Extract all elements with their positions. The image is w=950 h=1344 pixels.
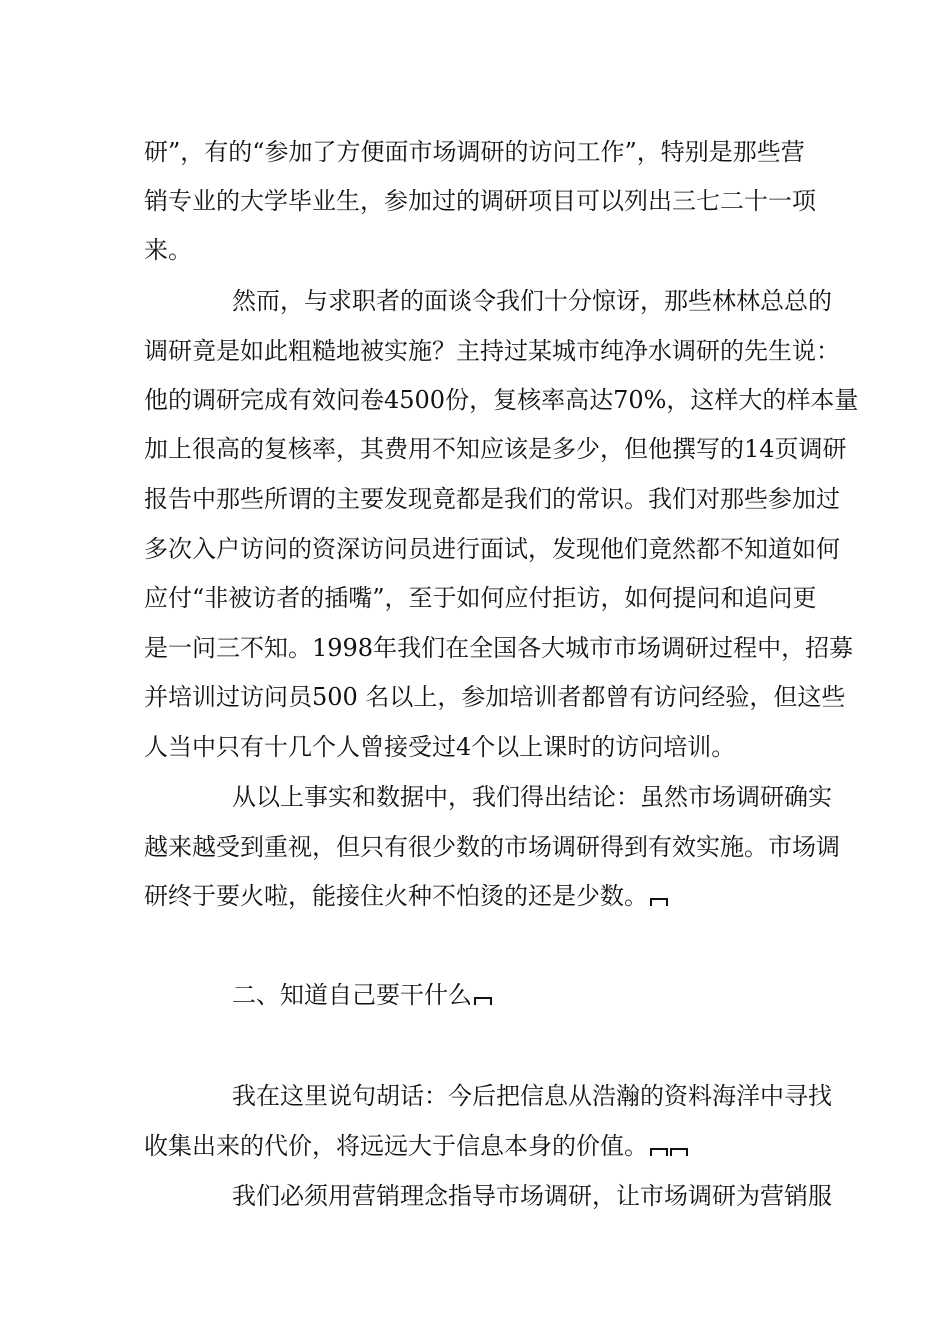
text-line bbox=[144, 1130, 688, 1162]
text-line: 加上很高的复核率，其费用不知应该是多少，但他撰写的14页调研 bbox=[144, 435, 847, 463]
paragraph-mark-icon bbox=[650, 898, 668, 906]
text-line: 我在这里说句胡话：今后把信息从浩瀚的资料海洋中寻找 bbox=[232, 1082, 832, 1110]
text-line: 调研竟是如此粗糙地被实施？主持过某城市纯净水调研的先生说： bbox=[144, 337, 840, 365]
text-line: 报告中那些所谓的主要发现竟都是我们的常识。我们对那些参加过 bbox=[144, 485, 840, 513]
text-line: 销专业的大学毕业生，参加过的调研项目可以列出三七二十一项 bbox=[144, 187, 816, 215]
paragraph-mark-icon bbox=[650, 1148, 668, 1156]
paragraph-mark-icon bbox=[670, 1148, 688, 1156]
text-line: 来。 bbox=[144, 236, 192, 264]
text-line: 并培训过访问员500 名以上，参加培训者都曾有访问经验，但这些 bbox=[144, 683, 846, 711]
text-line: 人当中只有十几个人曾接受过4个以上课时的访问培训。 bbox=[144, 733, 736, 761]
text-line: 从以上事实和数据中，我们得出结论：虽然市场调研确实 bbox=[232, 783, 832, 811]
text-line: 是一问三不知。1998年我们在全国各大城市市场调研过程中，招募 bbox=[144, 634, 854, 662]
text-line: 多次入户访问的资深访问员进行面试，发现他们竟然都不知道如何 bbox=[144, 535, 840, 563]
paragraph-mark-icon bbox=[474, 997, 492, 1005]
text-line: 他的调研完成有效问卷4500份，复核率高达70%，这样大的样本量 bbox=[144, 386, 859, 414]
section-heading bbox=[232, 979, 492, 1011]
text-line: 越来越受到重视，但只有很少数的市场调研得到有效实施。市场调 bbox=[144, 833, 840, 861]
text-line: 我们必须用营销理念指导市场调研，让市场调研为营销服 bbox=[232, 1182, 832, 1210]
text-line bbox=[144, 880, 668, 912]
section-heading-text: 二、知道自己要干什么 bbox=[232, 981, 472, 1009]
text-line-content: 研终于要火啦，能接住火种不怕烫的还是少数。 bbox=[144, 882, 648, 910]
text-line: 应付“非被访者的插嘴”，至于如何应付拒访，如何提问和追问更 bbox=[144, 584, 817, 612]
text-line: 研”，有的“参加了方便面市场调研的访问工作”，特别是那些营 bbox=[144, 138, 805, 166]
text-line: 然而，与求职者的面谈令我们十分惊讶，那些林林总总的 bbox=[232, 287, 832, 315]
text-line-content: 收集出来的代价，将远远大于信息本身的价值。 bbox=[144, 1132, 648, 1160]
